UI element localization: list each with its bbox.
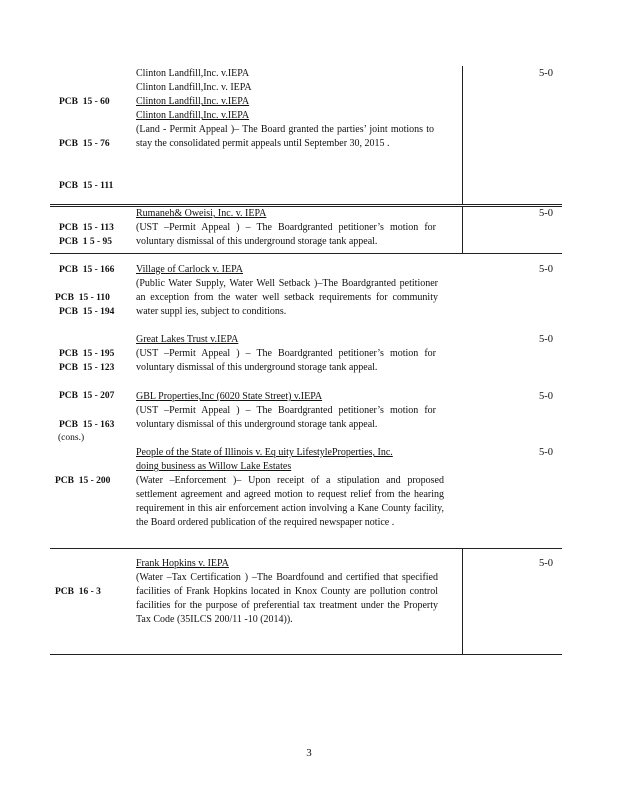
case-number: PCB 15 - 110 — [55, 293, 110, 303]
case-number: PCB 15 - 207 — [59, 391, 115, 401]
column-divider — [462, 548, 463, 654]
case-description: (Land - Permit Appeal )– The Board granted the parties’ joint motions to stay the consolidated permit appeals until September 30, 2015 . — [136, 124, 434, 149]
case-number: PCB 16 - 3 — [55, 587, 101, 597]
case-title: Clinton Landfill,Inc. v.IEPA — [136, 68, 250, 79]
case-number-column — [55, 557, 101, 627]
case-number: PCB 15 - 76 — [59, 139, 110, 149]
vote-tally: 5-0 — [539, 334, 553, 345]
case-title: Rumaneh& Oweisi, Inc. v. IEPA — [136, 208, 267, 219]
case-description: (UST –Permit Appeal ) – The Boardgranted petitioner’s motion for voluntary dismissal of this underground storage tank appeal. — [136, 405, 436, 430]
consolidated-label: (cons.) — [58, 433, 85, 443]
case-body — [136, 446, 444, 530]
case-description: (Public Water Supply, Water Well Setback )–The Boardgranted petitioner an exception from the water well setback requirements for community water suppl ies, subject to conditions. — [136, 278, 438, 317]
case-description: (Water –Enforcement )– Upon receipt of a stipulation and proposed settlement agreement and agreed motion to request relief from the hearing requirement in this air enforcement action involving a Kane County facility, the Board ordered publication of the required newspaper notice . — [136, 475, 444, 528]
case-number: PCB 15 - 200 — [55, 476, 111, 486]
case-body — [136, 390, 436, 432]
case-title: Clinton Landfill,Inc. v.IEPA — [136, 110, 250, 121]
row-divider — [50, 654, 562, 655]
case-number: PCB 15 - 194 — [59, 307, 115, 317]
case-number: PCB 15 - 195 — [59, 349, 115, 359]
case-title: Clinton Landfill,Inc. v.IEPA — [136, 96, 250, 107]
case-number-column — [55, 263, 110, 333]
page-number: 3 — [306, 747, 312, 759]
case-title: Village of Carlock v. IEPA — [136, 264, 243, 275]
column-divider — [462, 66, 463, 204]
case-body — [136, 207, 436, 249]
case-number: PCB 15 - 113 — [59, 223, 114, 233]
vote-tally: 5-0 — [539, 208, 553, 219]
case-number: PCB 15 - 166 — [59, 265, 115, 275]
row-divider — [50, 253, 562, 254]
vote-tally: 5-0 — [539, 558, 553, 569]
case-body — [136, 263, 438, 319]
case-title: People of the State of Illinois v. Eq uity LifestyleProperties, Inc. — [136, 447, 393, 458]
case-number: PCB 1 5 - 95 — [59, 237, 113, 247]
vote-tally: 5-0 — [539, 68, 553, 79]
vote-tally: 5-0 — [539, 391, 553, 402]
case-body — [136, 67, 434, 151]
case-body — [136, 333, 436, 375]
column-divider — [462, 206, 463, 253]
case-number: PCB 15 - 123 — [59, 363, 115, 373]
case-body — [136, 557, 438, 627]
case-title: GBL Properties,Inc (6020 State Street) v.IEPA — [136, 391, 323, 402]
case-number: PCB 15 - 60 — [59, 97, 110, 107]
case-number-column — [55, 446, 110, 516]
case-title: Clinton Landfill,Inc. v. IEPA — [136, 82, 252, 93]
vote-tally: 5-0 — [539, 264, 553, 275]
vote-tally: 5-0 — [539, 447, 553, 458]
case-title: Frank Hopkins v. IEPA — [136, 558, 229, 569]
case-title: doing business as Willow Lake Estates — [136, 461, 292, 472]
row-divider — [50, 204, 562, 205]
case-title: Great Lakes Trust v.IEPA — [136, 334, 239, 345]
case-description: (UST –Permit Appeal ) – The Boardgranted petitioner’s motion for voluntary dismissal of this underground storage tank appeal. — [136, 222, 436, 247]
case-description: (UST –Permit Appeal ) – The Boardgranted petitioner’s motion for voluntary dismissal of this underground storage tank appeal. — [136, 348, 436, 373]
case-description: (Water –Tax Certification ) –The Boardfound and certified that specified facilities of Frank Hopkins located in Knox County are pollution control facilities for the purpose of preferential tax treatment under the Property Tax Code (35ILCS 200/11 -10 (2014)). — [136, 572, 438, 625]
case-number: PCB 15 - 163 — [59, 420, 115, 430]
row-divider — [50, 548, 562, 549]
case-number: PCB 15 - 111 — [59, 181, 114, 191]
